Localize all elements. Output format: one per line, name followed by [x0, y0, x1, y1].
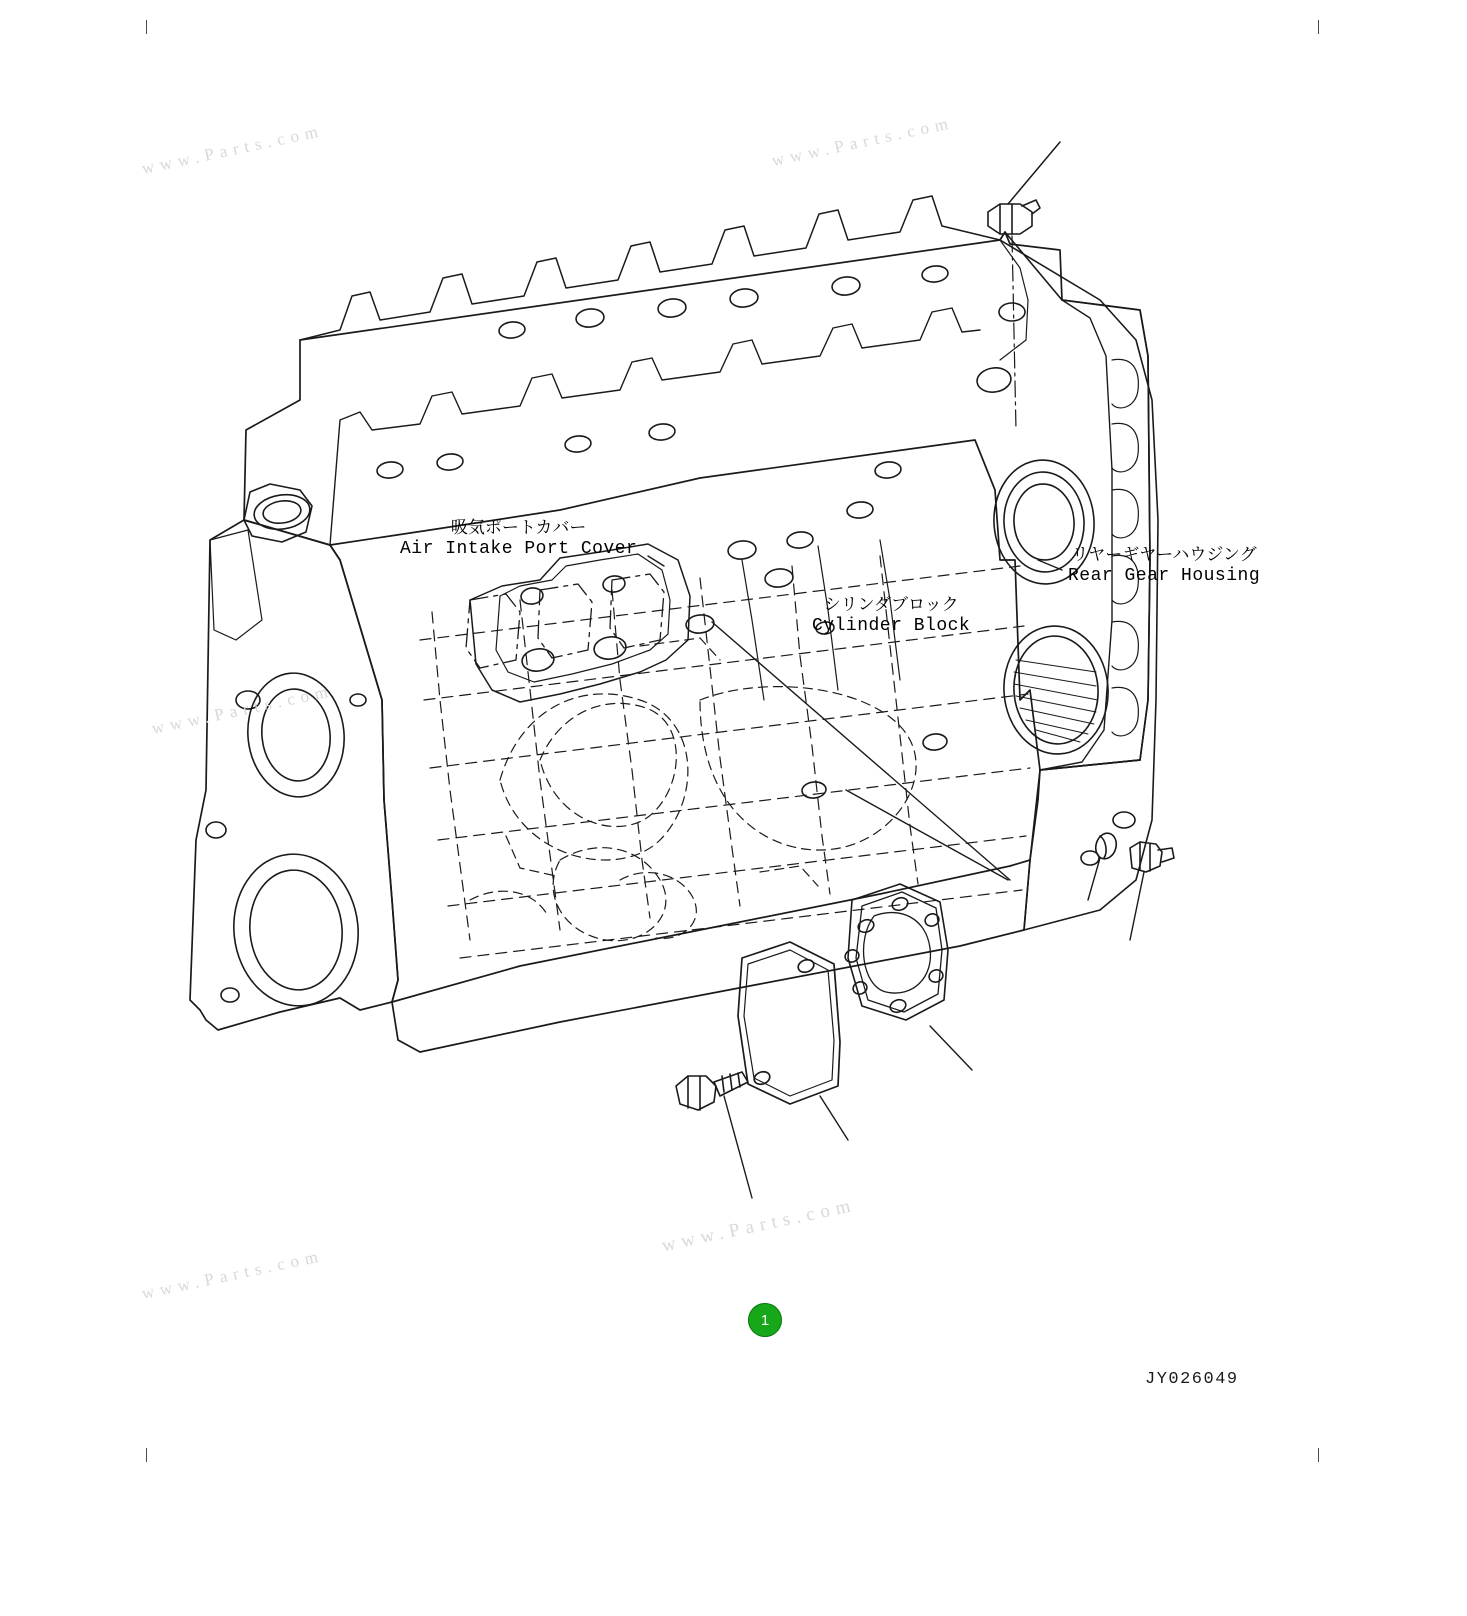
- label-cylinder-block: [812, 595, 970, 638]
- label-air-intake-port-cover-en: Air Intake Port Cover: [400, 538, 638, 559]
- label-rear-gear-housing: [1068, 545, 1260, 588]
- label-air-intake-port-cover: [400, 518, 637, 561]
- watermark: www.Parts.com: [139, 1245, 326, 1304]
- label-cylinder-block-jp: シリンダブロック: [823, 595, 959, 615]
- watermark: www.Parts.com: [659, 1194, 859, 1257]
- watermark: www.Parts.com: [149, 680, 336, 739]
- label-air-intake-port-cover-jp: 吸気ポートカバー: [450, 518, 587, 538]
- drawing-number: JY026049: [1145, 1370, 1239, 1389]
- callout-1-number: 1: [760, 1311, 770, 1329]
- label-rear-gear-housing-jp: リヤーギヤーハウジング: [1071, 545, 1257, 565]
- label-cylinder-block-en: Cylinder Block: [812, 615, 971, 636]
- callout-1[interactable]: [748, 1303, 782, 1337]
- watermark: www.Parts.com: [769, 112, 956, 171]
- watermark: www.Parts.com: [139, 120, 326, 179]
- label-rear-gear-housing-en: Rear Gear Housing: [1068, 565, 1261, 586]
